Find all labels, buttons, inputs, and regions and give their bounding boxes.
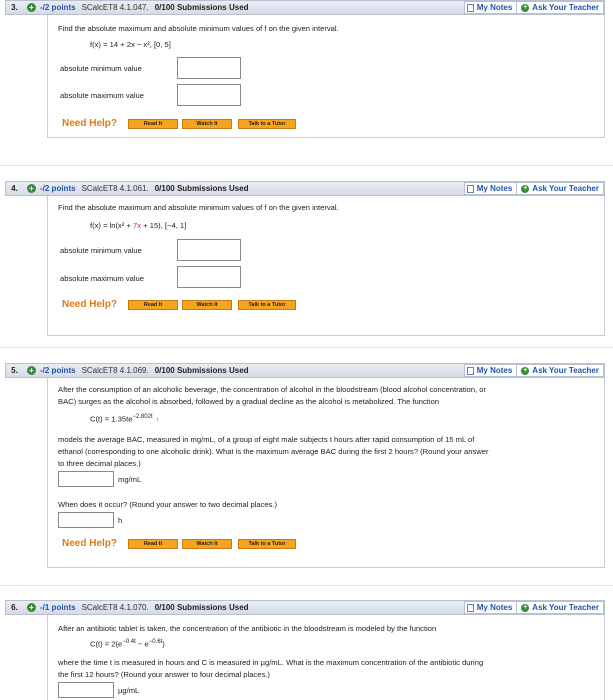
function-formula: f(x) = 14 + 2x − x², [0, 5] bbox=[90, 40, 171, 49]
question-text-line: models the average BAC, measured in mg/mL, of a group of eight male subjects t hours after rapid consumption of 15 mL of bbox=[58, 435, 475, 444]
my-notes-button[interactable] bbox=[464, 1, 518, 14]
my-notes-label: My Notes bbox=[476, 603, 513, 612]
question-text-line: where the time t is measured in hours and C is measured in µg/mL. What is the maximum concentration of the antibiotic during bbox=[58, 658, 484, 667]
expand-plus-icon[interactable]: + bbox=[27, 366, 36, 375]
submissions-used: 0/100 Submissions Used bbox=[154, 603, 249, 612]
divider bbox=[0, 347, 613, 348]
submissions-used: 0/100 Submissions Used bbox=[154, 3, 249, 12]
ask-teacher-button[interactable] bbox=[517, 182, 604, 195]
ask-teacher-label: Ask Your Teacher bbox=[532, 184, 599, 193]
time-answer-input[interactable] bbox=[58, 512, 114, 528]
max-answer-input[interactable] bbox=[177, 266, 241, 288]
ask-teacher-button[interactable] bbox=[517, 601, 604, 614]
talk-tutor-button[interactable]: Talk to a Tutor bbox=[238, 119, 296, 129]
formula-part: f(x) = ln(x² + bbox=[90, 221, 134, 230]
course-code: SCalcET8 4.1.047. bbox=[81, 3, 149, 12]
need-help-label: Need Help? bbox=[62, 118, 118, 129]
expand-plus-icon[interactable]: + bbox=[27, 3, 36, 12]
question-number: 6. bbox=[5, 600, 23, 615]
plus-icon: + bbox=[523, 184, 528, 192]
plus-icon: + bbox=[523, 3, 528, 11]
read-it-button[interactable]: Read It bbox=[128, 119, 178, 129]
notes-icon bbox=[467, 367, 474, 375]
unit-label: h bbox=[118, 516, 123, 525]
max-label: absolute maximum value bbox=[60, 274, 144, 283]
formula-part: + 15), [−4, 1] bbox=[141, 221, 187, 230]
talk-tutor-button[interactable]: Talk to a Tutor bbox=[238, 300, 296, 310]
expand-plus-icon[interactable]: + bbox=[27, 184, 36, 193]
bac-answer-input[interactable] bbox=[58, 471, 114, 487]
question-header bbox=[11, 181, 605, 196]
points-label: -/2 points bbox=[40, 184, 76, 193]
points-label: -/2 points bbox=[40, 3, 76, 12]
formula-part: C(t) = 2(e bbox=[90, 639, 123, 649]
plus-icon: + bbox=[523, 603, 528, 611]
question-body bbox=[47, 615, 605, 700]
course-code: SCalcET8 4.1.061. bbox=[81, 184, 149, 193]
notes-icon bbox=[467, 4, 474, 12]
expand-plus-icon[interactable]: + bbox=[27, 603, 36, 612]
my-notes-label: My Notes bbox=[476, 3, 513, 12]
concentration-answer-input[interactable] bbox=[58, 682, 114, 698]
my-notes-label: My Notes bbox=[476, 184, 513, 193]
question-text-line: After the consumption of an alcoholic beverage, the concentration of alcohol in the bloodstream (blood alcohol concentration, or bbox=[58, 385, 487, 394]
header-links bbox=[464, 364, 604, 377]
min-label: absolute minimum value bbox=[60, 246, 142, 255]
min-answer-input[interactable] bbox=[177, 239, 241, 261]
question-text-line: BAC) surges as the alcohol is absorbed, followed by a gradual decline as the alcohol is metabolized. The function bbox=[58, 397, 440, 406]
function-formula bbox=[90, 221, 186, 230]
min-label: absolute minimum value bbox=[60, 64, 142, 73]
need-help-label: Need Help? bbox=[62, 299, 118, 310]
unit-label: µg/mL bbox=[118, 686, 140, 695]
my-notes-button[interactable] bbox=[464, 601, 518, 614]
read-it-button[interactable]: Read It bbox=[128, 300, 178, 310]
question-number: 4. bbox=[5, 181, 23, 196]
formula-part: ) bbox=[162, 639, 165, 649]
watch-it-button[interactable]: Watch It bbox=[182, 539, 232, 549]
divider bbox=[0, 165, 613, 166]
ask-teacher-button[interactable] bbox=[517, 1, 604, 14]
unit-label: mg/mL bbox=[118, 475, 142, 484]
ask-teacher-label: Ask Your Teacher bbox=[532, 366, 599, 375]
question-header bbox=[11, 363, 605, 378]
question-header bbox=[11, 600, 605, 615]
question-body bbox=[47, 378, 605, 568]
watch-it-button[interactable]: Watch It bbox=[182, 119, 232, 129]
header-links bbox=[464, 182, 604, 195]
talk-tutor-button[interactable]: Talk to a Tutor bbox=[238, 539, 296, 549]
question-prompt: Find the absolute maximum and absolute minimum values of f on the given interval. bbox=[58, 24, 339, 33]
points-label: -/2 points bbox=[40, 366, 76, 375]
max-answer-input[interactable] bbox=[177, 84, 241, 106]
question-header bbox=[11, 0, 605, 15]
min-answer-input[interactable] bbox=[177, 57, 241, 79]
my-notes-button[interactable] bbox=[464, 182, 518, 195]
question-prompt: Find the absolute maximum and absolute minimum values of f on the given interval. bbox=[58, 203, 339, 212]
question-text-line: to three decimal places.) bbox=[58, 459, 141, 468]
question-body bbox=[47, 15, 605, 138]
question-text-line: When does it occur? (Round your answer to two decimal places.) bbox=[58, 500, 278, 509]
header-links bbox=[464, 601, 604, 614]
question-body bbox=[47, 196, 605, 336]
formula-part: − e bbox=[135, 639, 149, 649]
question-number: 5. bbox=[5, 363, 23, 378]
my-notes-button[interactable] bbox=[464, 364, 518, 377]
my-notes-label: My Notes bbox=[476, 366, 513, 375]
question-text-line: ethanol (corresponding to one alcoholic drink). What is the maximum average BAC during the first 2 hours? (Round your answer bbox=[58, 447, 489, 456]
max-label: absolute maximum value bbox=[60, 91, 144, 100]
ask-teacher-label: Ask Your Teacher bbox=[532, 603, 599, 612]
question-text-line: After an antibiotic tablet is taken, the concentration of the antibiotic in the bloodstream is modeled by the function bbox=[58, 624, 437, 633]
question-text-line: the first 12 hours? (Round your answer to four decimal places.) bbox=[58, 670, 270, 679]
function-formula: $C(t) = 1.35te^{-2.802t}$ ↑ bbox=[90, 414, 160, 424]
formula-exponent: −0.4t bbox=[122, 639, 136, 645]
course-code: SCalcET8 4.1.070. bbox=[81, 603, 149, 612]
divider bbox=[0, 585, 613, 586]
formula-exponent: −2.802t bbox=[132, 414, 153, 420]
formula-exponent: −0.6t bbox=[148, 639, 163, 645]
question-number: 3. bbox=[5, 0, 23, 15]
function-formula bbox=[90, 639, 165, 649]
need-help-label: Need Help? bbox=[62, 538, 118, 549]
formula-part: C(t) = 1.35te bbox=[90, 414, 133, 424]
submissions-used: 0/100 Submissions Used bbox=[154, 366, 249, 375]
points-label: -/1 points bbox=[40, 603, 76, 612]
formula-highlight: 7x bbox=[133, 221, 142, 230]
ask-teacher-button[interactable] bbox=[517, 364, 604, 377]
header-links bbox=[464, 1, 604, 14]
notes-icon bbox=[467, 604, 474, 612]
ask-teacher-label: Ask Your Teacher bbox=[532, 3, 599, 12]
plus-icon: + bbox=[523, 366, 528, 374]
notes-icon bbox=[467, 185, 474, 193]
submissions-used: 0/100 Submissions Used bbox=[154, 184, 249, 193]
watch-it-button[interactable]: Watch It bbox=[182, 300, 232, 310]
course-code: SCalcET8 4.1.069. bbox=[81, 366, 149, 375]
read-it-button[interactable]: Read It bbox=[128, 539, 178, 549]
